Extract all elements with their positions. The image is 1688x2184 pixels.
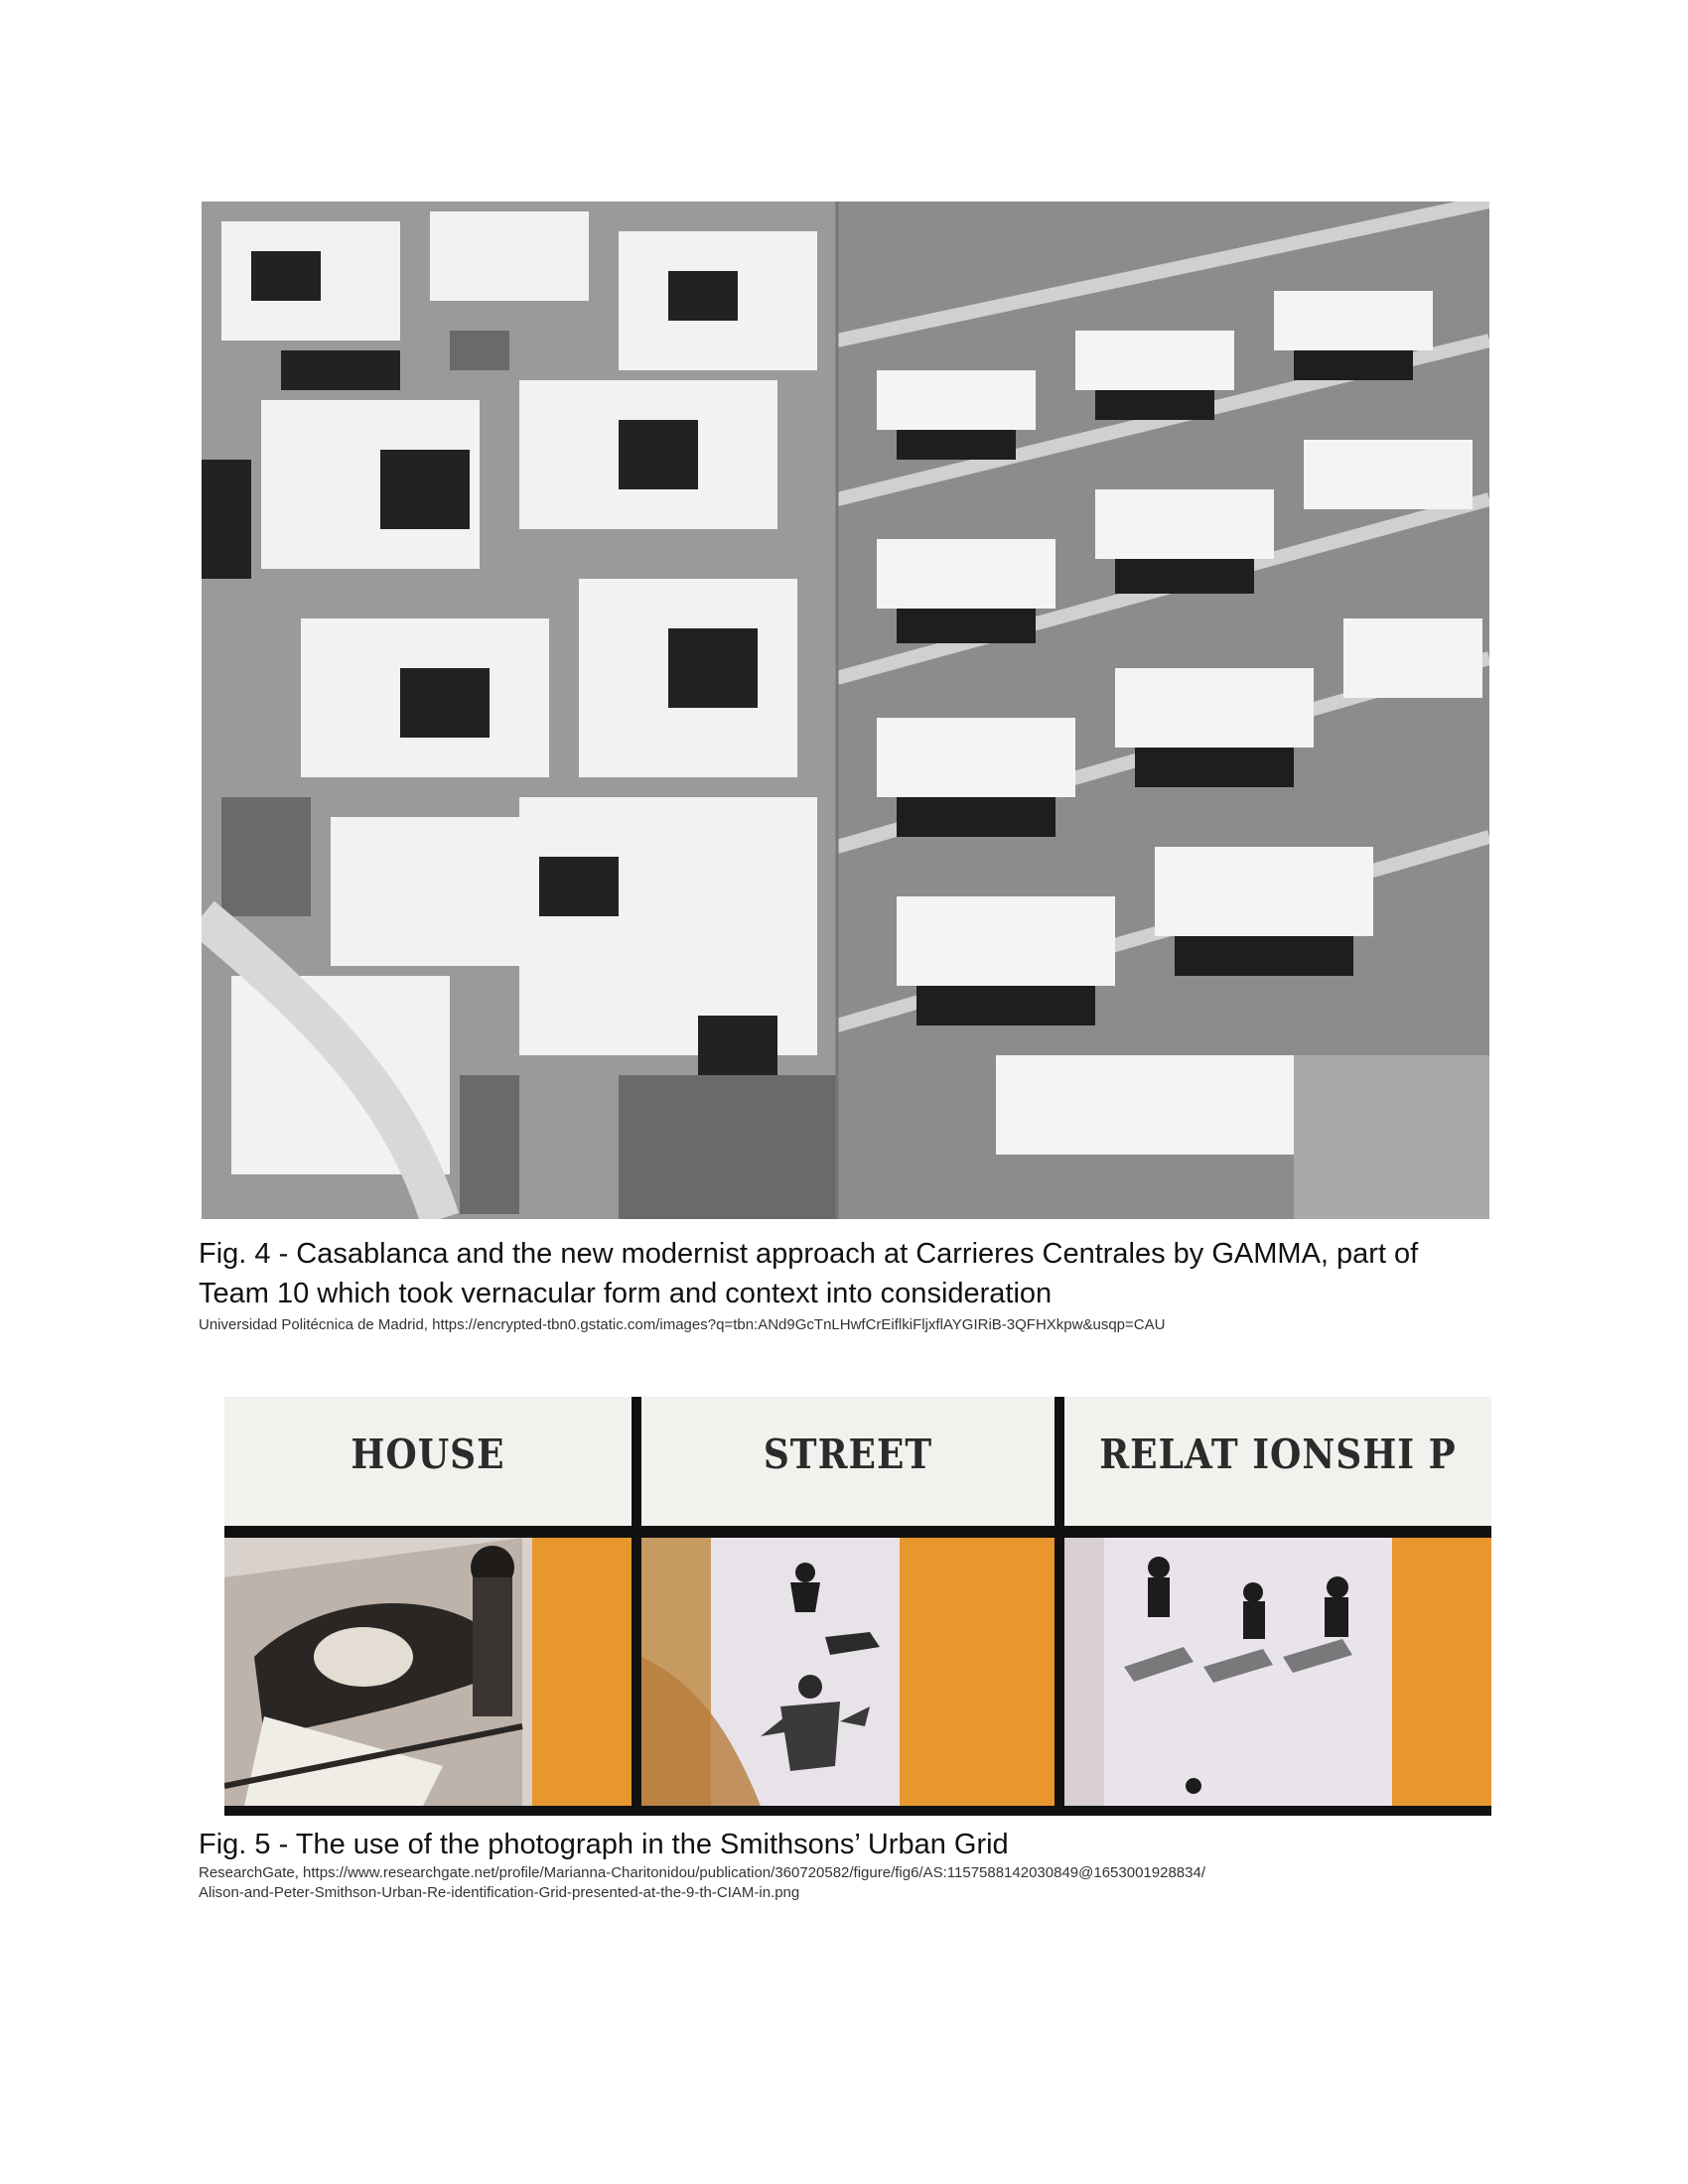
grid-label-street: STREET <box>763 1430 933 1479</box>
figure-5-source <box>199 1863 1509 1903</box>
grid-header-street <box>641 1397 1055 1526</box>
relationship-photo <box>1064 1538 1491 1806</box>
grid-label-relationship: RELAT IONSHI P <box>1099 1430 1457 1479</box>
street-photo-panel <box>641 1538 1055 1806</box>
figure-4-caption-line-1: Fig. 4 - Casablanca and the new modernist approach at Carrieres Centrales by GAMMA, part of <box>199 1238 1419 1270</box>
figure-5-source-line-2: Alison-and-Peter-Smithson-Urban-Re-identification-Grid-presented-at-the-9-th-CIAM-in.png <box>199 1884 800 1901</box>
street-photo <box>641 1538 1055 1806</box>
figure-5-caption: Fig. 5 - The use of the photograph in the Smithsons’ Urban Grid <box>199 1829 1009 1860</box>
figure-5-source-line-1: ResearchGate, https://www.researchgate.net/profile/Marianna-Charitonidou/publication/360720582/figure/fig6/AS:1157588142030849@1653001928834/ <box>199 1864 1205 1881</box>
casablanca-aerial-illustration <box>202 202 1489 1219</box>
house-photo <box>224 1538 632 1806</box>
house-photo-panel <box>224 1538 632 1806</box>
urban-grid-figure <box>224 1397 1491 1816</box>
casablanca-aerial-photo <box>202 202 1489 1219</box>
grid-label-house: HOUSE <box>351 1430 505 1479</box>
grid-header-relationship <box>1064 1397 1491 1526</box>
grid-header-house <box>224 1397 632 1526</box>
figure-4-source: Universidad Politécnica de Madrid, https://encrypted-tbn0.gstatic.com/images?q=tbn:ANd9GcTnLHwfCrEiflkiFljxflAYGIRiB-3QFHXkpw&usqp=CAU <box>199 1316 1166 1333</box>
relationship-photo-panel <box>1064 1538 1491 1806</box>
figure-4-caption-line-2: Team 10 which took vernacular form and context into consideration <box>199 1278 1053 1309</box>
figure-4-caption <box>199 1234 1509 1313</box>
